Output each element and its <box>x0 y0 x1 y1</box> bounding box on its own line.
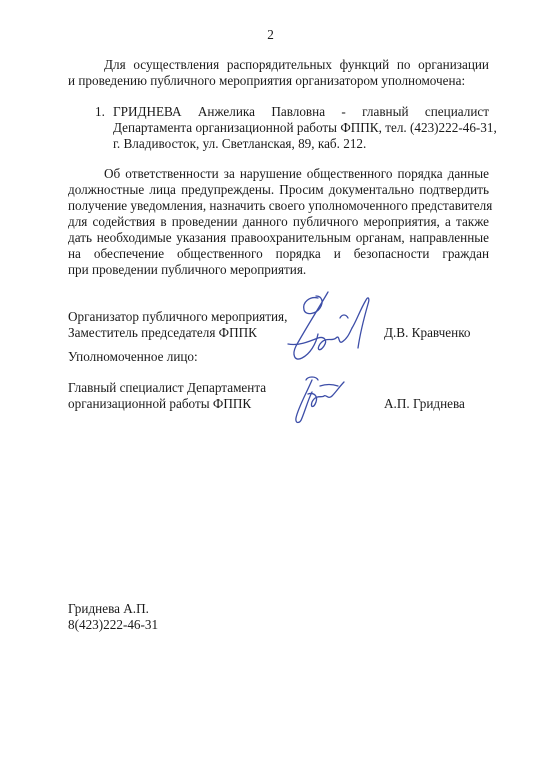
organizer-line-1: Организатор публичного мероприятия, <box>68 309 288 324</box>
paragraph2-line-3: получение уведомления, назначить своего уполномоченного представителя <box>68 198 493 213</box>
paragraph2-line-5: дать необходимые указания правоохранительным органам, направленные <box>68 230 489 245</box>
paragraph2-line-2: должностные лица предупреждены. Просим документально подтвердить <box>68 182 489 197</box>
list-item-line-2: Департамента организационной работы ФППК, тел. (423)222-46-31, <box>113 120 497 135</box>
authorized-signature <box>286 372 362 430</box>
organizer-line-2: Заместитель председателя ФППК <box>68 325 257 340</box>
authorized-name: А.П. Гриднева <box>384 396 465 411</box>
footer-phone: 8(423)222-46-31 <box>68 617 159 632</box>
paragraph2-line-6: на обеспечение общественного порядка и безопасности граждан <box>68 246 489 261</box>
authorized-line-2: организационной работы ФППК <box>68 396 252 411</box>
paragraph1-line-2: и проведению публичного мероприятия организатором уполномочена: <box>68 73 466 88</box>
paragraph2-line-7: при проведении публичного мероприятия. <box>68 262 307 277</box>
paragraph1-line-1: Для осуществления распорядительных функций по организации <box>104 57 489 72</box>
list-item-line-1: ГРИДНЕВА Анжелика Павловна - главный специалист <box>113 104 489 119</box>
authorized-label: Уполномоченное лицо: <box>68 349 198 364</box>
page-number: 2 <box>267 27 274 42</box>
list-item-number: 1. <box>95 104 105 119</box>
organizer-signature <box>280 288 380 370</box>
footer-name: Гриднева А.П. <box>68 601 149 616</box>
list-item-line-3: г. Владивосток, ул. Светланская, 89, каб. 212. <box>113 136 367 151</box>
paragraph2-line-4: для содействия в проведении данного публичного мероприятия, а также <box>68 214 489 229</box>
organizer-name: Д.В. Кравченко <box>384 325 471 340</box>
paragraph2-line-1: Об ответственности за нарушение общественного порядка данные <box>104 166 489 181</box>
authorized-line-1: Главный специалист Департамента <box>68 380 267 395</box>
